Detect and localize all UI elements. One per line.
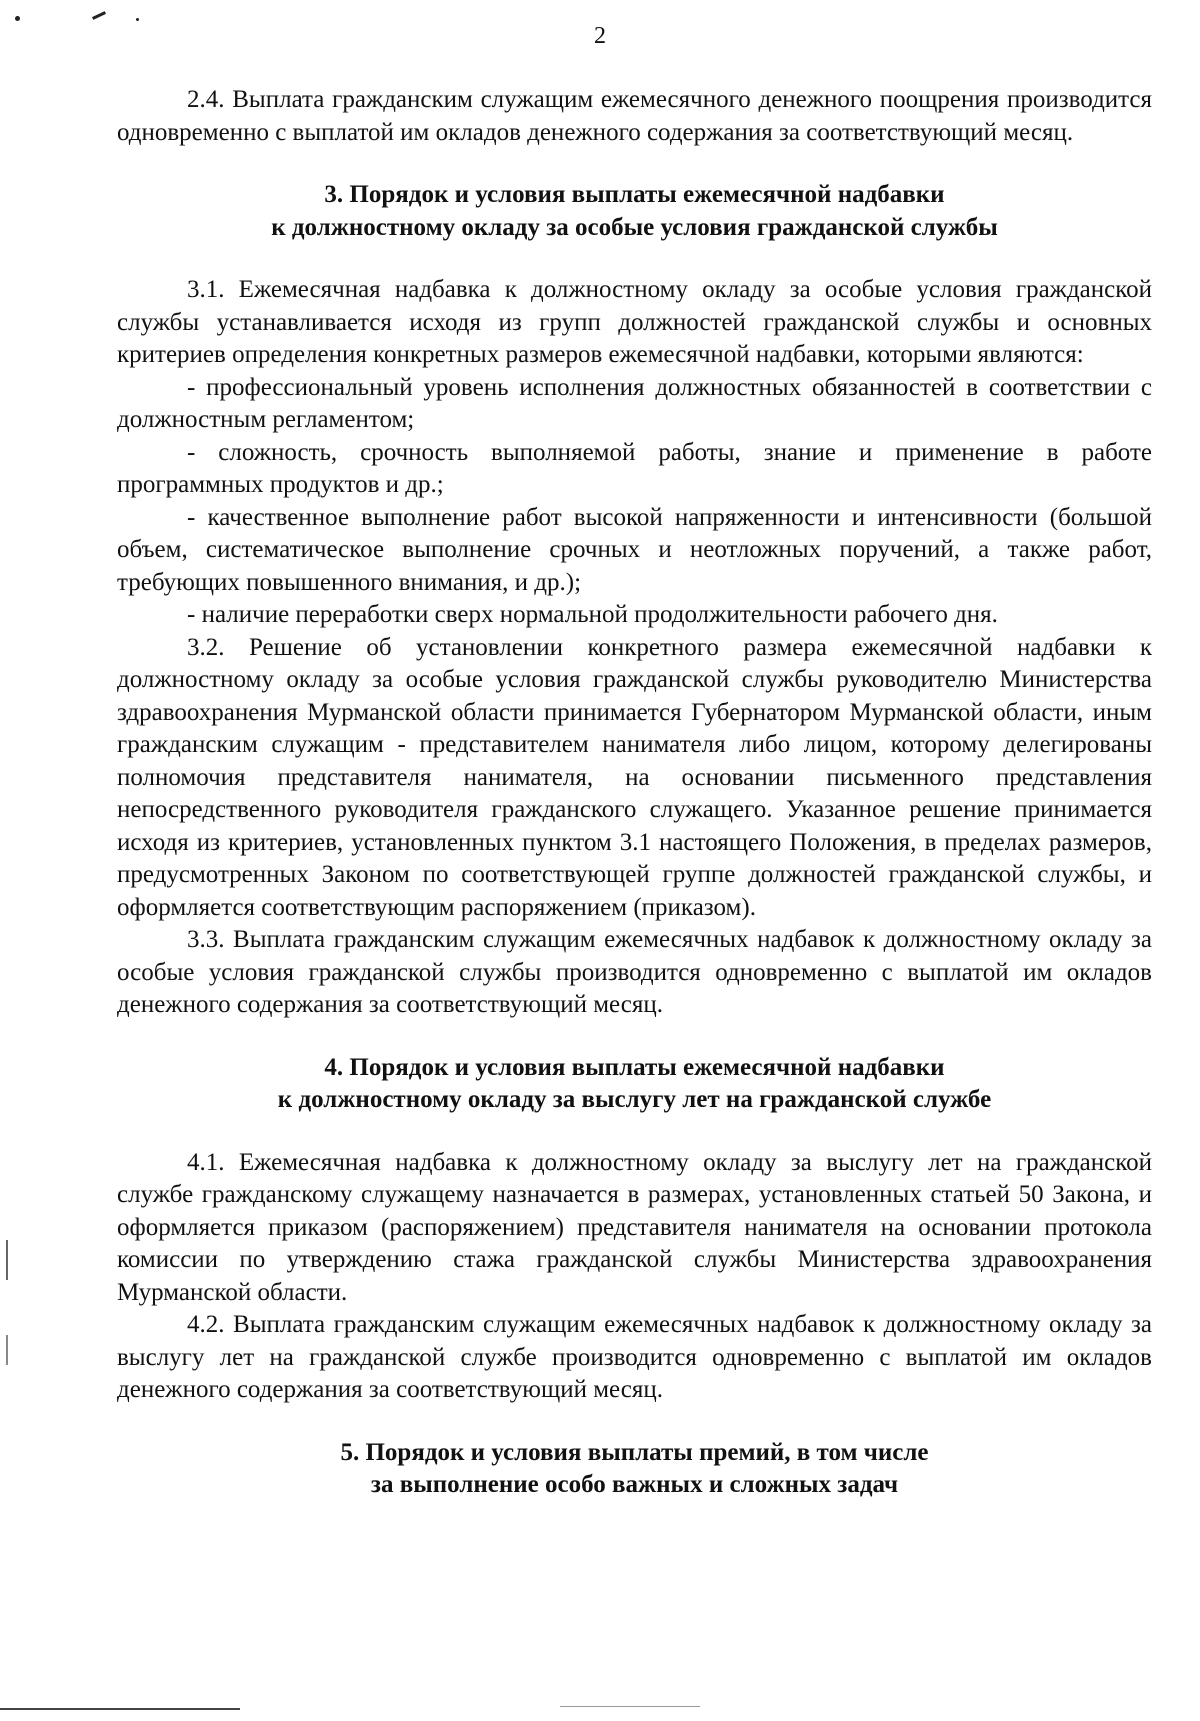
- paragraph-2-4: 2.4. Выплата гражданским служащим ежемесячного денежного поощрения производится одновременно с выплатой им окладов денежного содержания за соответствующий месяц.: [117, 86, 1152, 146]
- section-4-heading-line2: к должностному окладу за выслугу лет на гражданской службе: [277, 1086, 992, 1113]
- section-4-heading: [117, 1052, 1152, 1117]
- section-3-heading: [117, 179, 1152, 244]
- list-item: - профессиональный уровень исполнения должностных обязанностей в соответствии с должностным регламентом;: [117, 373, 1152, 433]
- document-body: [117, 84, 1152, 1502]
- section-5-heading-line1: 5. Порядок и условия выплаты премий, в том числе: [340, 1438, 929, 1466]
- spacer: [117, 1022, 1152, 1052]
- section-3-heading-line2: к должностному окладу за особые условия гражданской службы: [271, 213, 998, 241]
- scan-artifact-line: [0, 1708, 240, 1710]
- paragraph-4-1: 4.1. Ежемесячная надбавка к должностному окладу за выслугу лет на гражданской службе гражданскому служащему назначается в размерах, установленных статьей 50 Закона, и оформляется приказом (распоряжением) представителя нанимателя на основании протокола комиссии по утверждению стажа гражданской службы Министерства здравоохранения Мурманской области.: [117, 1148, 1152, 1306]
- spacer: [117, 244, 1152, 274]
- spacer: [117, 1407, 1152, 1437]
- section-4-heading-line1: 4. Порядок и условия выплаты ежемесячной надбавки: [324, 1053, 945, 1081]
- scan-artifact-edge: [6, 1335, 8, 1365]
- paragraph-3-2: 3.2. Решение об установлении конкретного размера ежемесячной надбавки к должностному окладу за особые условия гражданской службы руководителю Министерства здравоохранения Мурманской области принимается Губернатором Мурманской области, иным гражданским служащим - представителем нанимателя либо лицом, которому делегированы полномочия представителя нанимателя, на основании письменного представления непосредственного руководителя гражданского служащего. Указанное решение принимается исходя из критериев, установленных пунктом 3.1 настоящего Положения, в пределах размеров, предусмотренных Законом по соответствующей группе должностей гражданской службы, и оформляется соответствующим распоряжением (приказом).: [117, 633, 1152, 921]
- scan-artifact-stroke: [92, 11, 106, 20]
- scan-artifact-edge: [6, 1240, 8, 1280]
- spacer: [117, 1117, 1152, 1147]
- section-3-heading-line1: 3. Порядок и условия выплаты ежемесячной надбавки: [324, 181, 945, 208]
- spacer: [117, 149, 1152, 179]
- page-number: 2: [594, 23, 606, 49]
- scan-artifact-dot: [136, 18, 139, 21]
- paragraph-3-3: 3.3. Выплата гражданским служащим ежемесячных надбавок к должностному окладу за особые условия гражданской службы производится одновременно с выплатой им окладов денежного содержания за соответствующий месяц.: [117, 926, 1152, 1018]
- list-item: - сложность, срочность выполняемой работы, знание и применение в работе программных продуктов и др.;: [117, 438, 1152, 498]
- section-5-heading: [117, 1437, 1152, 1502]
- list-item: - качественное выполнение работ высокой напряженности и интенсивности (большой объем, систематическое выполнение срочных и неотложных поручений, а также работ, требующих повышенного внимания, и др.);: [117, 503, 1152, 596]
- scan-artifact-dot: [15, 16, 20, 21]
- section-5-heading-line2: за выполнение особо важных и сложных задач: [370, 1471, 899, 1498]
- list-item: - наличие переработки сверх нормальной продолжительности рабочего дня.: [187, 601, 998, 628]
- paragraph-3-1: 3.1. Ежемесячная надбавка к должностному окладу за особые условия гражданской службы устанавливается исходя из групп должностей гражданской службы и основных критериев определения конкретных размеров ежемесячной надбавки, которыми являются:: [117, 276, 1152, 368]
- scan-artifact-line: [560, 1706, 700, 1707]
- paragraph-4-2: 4.2. Выплата гражданским служащим ежемесячных надбавок к должностному окладу за выслугу лет на гражданской службе производится одновременно с выплатой им окладов денежного содержания за соответствующий месяц.: [117, 1311, 1152, 1403]
